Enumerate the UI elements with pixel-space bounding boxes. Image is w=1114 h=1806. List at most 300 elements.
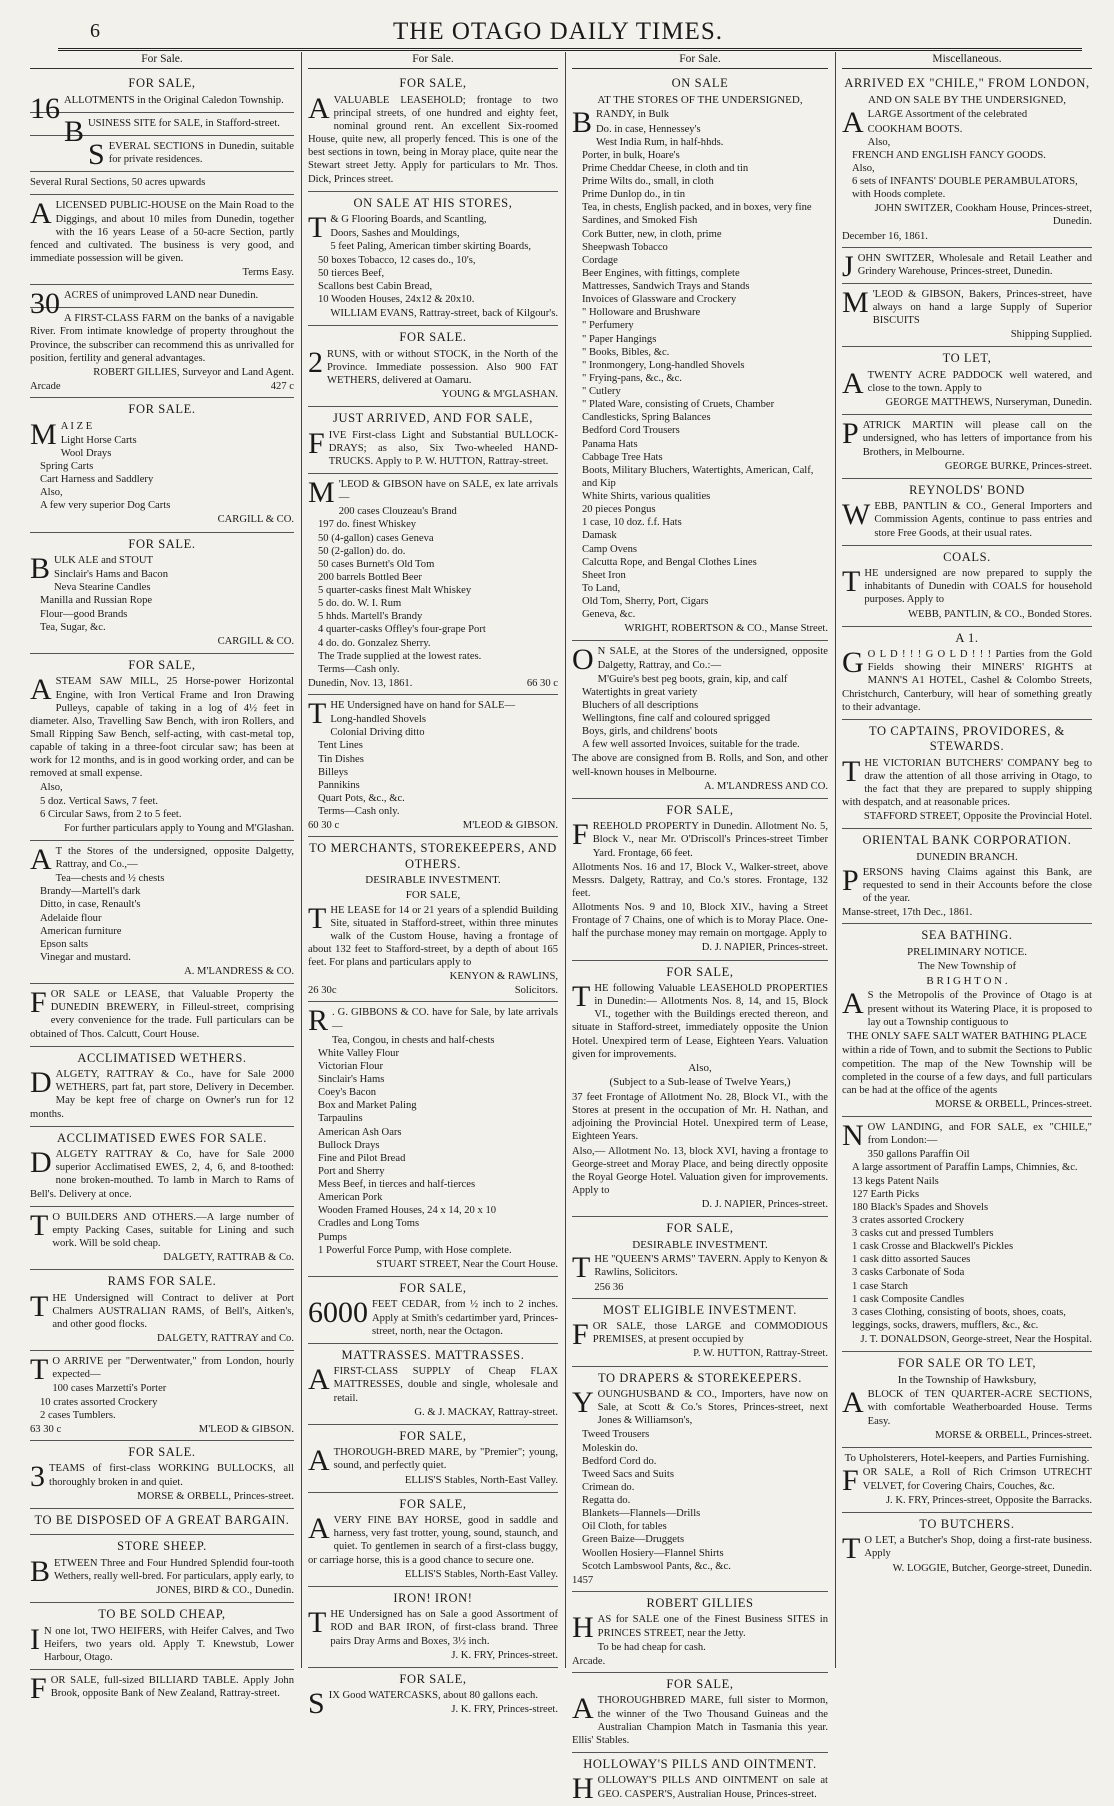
ad-text: RANDY, in Bulk	[596, 109, 670, 121]
list-item: 1 case, 10 doz. f.f. Hats	[582, 517, 682, 529]
list-item: Tweed Trousers	[582, 1429, 650, 1441]
list-item: Tea, Sugar, &c.	[40, 621, 106, 633]
advertisement	[572, 961, 828, 1218]
advertisement	[30, 984, 294, 1047]
advertisement	[30, 1207, 294, 1271]
drop-cap: A	[842, 1386, 864, 1420]
ad-text: OR SALE, full-sized BILLIARD TABLE. Apply John Brook, opposite Bank of New Zealand, Rattray-street.	[50, 1675, 294, 1700]
ad-text: ALGETY RATTRAY & Co, have for Sale 2000 superior Acclimatised EWES, 2, 4, 6, and 8-toothed: none broken-mouthed. To lamb in March to Rams of Bell's. Delivery at once.	[30, 1149, 294, 1200]
ad-text: VALUABLE LEASEHOLD; frontage to two principal streets, of one hundred and eighty feet, nominal ground rent. An excellent Six-roomed House, quite new, all properly fenced. This is one of the best sections in town, being in Moray place, quite near the Stewart street Jetty. Apply for particulars to Mr. Thos. Dick, Princes street.	[308, 94, 558, 185]
advertisement	[572, 799, 828, 961]
ad-text: OR SALE or LEASE, that Valuable Property the DUNEDIN BREWERY, in Filleul-street, comprising every convenience for the trade. Full particulars can be obtained of Thos. Calcutt, Court House.	[30, 989, 294, 1040]
ad-body	[572, 1388, 828, 1427]
drop-cap: A	[308, 1512, 330, 1546]
ad-signature: MORSE & ORBELL, Princes-street.	[935, 1429, 1092, 1441]
item-list	[842, 1148, 1092, 1332]
drop-cap: F	[572, 1318, 589, 1352]
drop-cap: T	[308, 697, 327, 730]
ad-title: JUST ARRIVED, AND FOR SALE,	[332, 411, 534, 426]
list-item: Also,	[40, 782, 63, 794]
drop-cap: A	[308, 1444, 330, 1478]
drop-cap: Y	[572, 1386, 594, 1419]
ad-body	[572, 1251, 828, 1285]
list-item: Watertights in great variety	[582, 686, 698, 698]
ad-text: LARGE Assortment of the celebrated	[867, 109, 1028, 121]
list-item: Oil Cloth, for tables	[582, 1521, 667, 1533]
column-3	[566, 52, 834, 1806]
ad-signature: STAFFORD STREET, Opposite the Provincial Hotel.	[863, 811, 1092, 823]
ad-text: & G Flooring Boards, and Scantling,	[330, 214, 487, 226]
drop-cap: A	[842, 106, 864, 140]
ad-title: FOR SALE,	[666, 1221, 734, 1236]
drop-cap: T	[842, 565, 861, 599]
advertisement	[30, 398, 294, 533]
list-item: M'Guire's best peg boots, grain, kip, and calf	[597, 673, 788, 685]
advertisement	[308, 192, 558, 327]
advertisement	[572, 1299, 828, 1367]
ad-footer	[30, 380, 294, 393]
ad-title: ORIENTAL BANK CORPORATION.	[862, 833, 1072, 848]
ad-footer-left: Dunedin, Nov. 13, 1861.	[308, 677, 413, 689]
drop-cap: D	[30, 1066, 52, 1100]
ad-title: SEA BATHING.	[921, 928, 1013, 942]
ad-signature: CARGILL & CO.	[217, 514, 294, 526]
drop-cap: H	[572, 1611, 594, 1645]
ad-text: ULK ALE and STOUT	[54, 555, 153, 566]
advertisement	[842, 829, 1092, 924]
list-item: Brandy—Martell's dark	[40, 886, 141, 898]
list-item: Beer Engines, with fittings, complete	[582, 267, 740, 279]
ad-subheading: In the Township of Hawksbury,	[897, 1373, 1037, 1386]
ad-body	[308, 91, 558, 186]
ad-body	[30, 1622, 294, 1664]
ad-signature: D. J. NAPIER, Princes-street.	[701, 942, 828, 954]
ad-body	[842, 249, 1092, 283]
list-item: 3 casks cut and pressed Tumblers	[852, 1228, 994, 1239]
ad-text: ETWEEN Three and Four Hundred Splendid four-tooth Wethers, really well-bred. For particulars, apply early, to	[54, 1557, 294, 1582]
ad-text: 'LEOD & GIBSON, Bakers, Princes-street, have always on hand a large Supply of Superior BISCUITS	[872, 288, 1092, 327]
ad-title: TO MERCHANTS, STOREKEEPERS, AND OTHERS.	[309, 841, 557, 871]
list-item: 50 cases Burnett's Old Tom	[318, 558, 435, 570]
list-item: Also,	[40, 487, 63, 499]
drop-cap: A	[572, 1692, 594, 1726]
list-item: Tin Dishes	[318, 753, 364, 765]
ad-text: T the Stores of the undersigned, opposite Dalgetty, Rattray, and Co.,—	[55, 845, 294, 870]
list-item: " Perfumery	[582, 320, 634, 332]
advertisement	[308, 1425, 558, 1493]
ad-subheading: AT THE STORES OF THE UNDERSIGNED,	[597, 93, 803, 106]
ad-signature: D. J. NAPIER, Princes-street.	[701, 1199, 828, 1210]
ad-text: EVERAL SECTIONS in Dunedin, suitable for private residences.	[108, 141, 294, 166]
drop-cap: T	[308, 1606, 327, 1640]
list-item: American Ash Oars	[318, 1126, 402, 1138]
ad-text: O L D ! ! ! G O L D ! ! ! Parties from the Gold Fields showing their MINERS' RIGHTS at MANN'S A1 HOTEL, Cashel & Colombo Streets, Christchurch, Canterbury, will hear of something greatly to their advantage.	[842, 649, 1092, 713]
list-item: A few well assorted Invoices, suitable for the trade.	[582, 739, 800, 751]
ad-signature: J. K. FRY, Princes-street.	[451, 1704, 558, 1716]
masthead-rule	[58, 48, 1082, 51]
ad-body	[30, 988, 294, 1041]
drop-cap: 6000	[308, 1296, 368, 1330]
column-2	[302, 52, 564, 1721]
ad-text: OW LANDING, and FOR SALE, ex "CHILE," from London:—	[867, 1122, 1092, 1147]
ad-signature: JOHN SWITZER, Cookham House, Princes-street, Dunedin.	[874, 203, 1092, 228]
ad-title: A 1.	[955, 630, 979, 645]
ad-title: FOR SALE,	[666, 964, 734, 979]
drop-cap: A	[308, 91, 330, 125]
ad-title: FOR SALE,	[399, 1671, 467, 1686]
ad-text: ALLOTMENTS in the Original Caledon Township.	[64, 94, 284, 106]
list-item: Spring Carts	[40, 460, 94, 472]
ad-signature: DALGETY, RATTRAY and Co.	[156, 1333, 294, 1344]
list-item: 13 kegs Patent Nails	[852, 1175, 939, 1187]
ad-signature: ELLIS'S Stables, North-East Valley.	[404, 1474, 558, 1486]
ad-body	[842, 419, 1092, 458]
ad-text: To be had cheap for cash.	[597, 1641, 706, 1653]
item-list	[308, 505, 558, 676]
ad-body	[842, 1119, 1092, 1152]
column-4	[836, 52, 1098, 1668]
list-item: 5 feet Paling, American timber skirting Boards,	[330, 241, 531, 253]
item-list	[842, 123, 1092, 202]
list-item: Epson salts	[40, 938, 88, 950]
ad-body	[30, 1068, 294, 1121]
ad-body	[842, 1388, 1092, 1427]
ad-body	[30, 842, 294, 876]
drop-cap: 30	[30, 287, 60, 321]
list-item: 5 do. do. W. I. Rum	[318, 598, 402, 610]
list-item: Sinclair's Hams	[318, 1074, 385, 1085]
ad-subheading: PRELIMINARY NOTICE.	[907, 945, 1027, 958]
drop-cap: T	[572, 1251, 591, 1285]
list-item: American furniture	[40, 925, 122, 937]
drop-cap: T	[308, 211, 327, 245]
ad-title: TO DRAPERS & STOREKEEPERS.	[597, 1370, 803, 1385]
list-item: Panama Hats	[582, 438, 638, 450]
item-list	[572, 1428, 828, 1572]
list-item: 3 crates assorted Crockery	[852, 1214, 965, 1226]
ad-text: HE "QUEEN'S ARMS" TAVERN. Apply to Kenyon & Rawlins, Solicitors.	[594, 1254, 828, 1279]
drop-cap: P	[842, 417, 859, 451]
list-item: 5 quarter-casks finest Malt Whiskey	[318, 585, 472, 596]
ad-text: HE VICTORIAN BUTCHERS' COMPANY beg to draw the attention of all those arriving in Otago, to the fact that they are prepared to supply shipping with despatch, and at reasonable prices.	[842, 757, 1092, 809]
drop-cap: O	[572, 643, 594, 677]
list-item: 50 (4-gallon) cases Geneva	[318, 532, 434, 544]
list-item: Quart Pots, &c., &c.	[318, 792, 405, 804]
list-item: Do. in case, Hennessey's	[596, 123, 701, 135]
list-item: " Books, Bibles, &c.	[582, 346, 670, 358]
ad-signature: W. LOGGIE, Butcher, George-street, Dunedin.	[892, 1562, 1092, 1574]
advertisement	[308, 1493, 558, 1587]
list-item: " Cutlery	[582, 386, 621, 397]
drop-cap: H	[572, 1772, 594, 1806]
ad-text: LICENSED PUBLIC-HOUSE on the Main Road to the Diggings, and about 10 miles from Dunedin, together with the 16 years Lease of a 50-acre Section, partly fenced and cultivated. The business is very good, and immediate possession will be given.	[30, 200, 294, 264]
ad-subheading: (Subject to a Sub-lease of Twelve Years,)	[609, 1076, 791, 1089]
advertisement	[30, 172, 294, 195]
ad-text: ACRES of unimproved LAND near Dunedin.	[64, 290, 259, 302]
list-item: Green Baize—Druggets	[582, 1534, 685, 1546]
drop-cap: N	[842, 1119, 864, 1152]
ad-body	[30, 1289, 294, 1331]
drop-cap: S	[308, 1687, 325, 1721]
ad-body	[30, 1353, 294, 1387]
ad-body	[308, 1004, 558, 1038]
advertisement	[30, 1670, 294, 1705]
ad-body	[572, 982, 828, 1061]
list-item: Blankets—Flannels—Drills	[582, 1508, 701, 1520]
ad-title: TO CAPTAINS, PROVIDORES, & STEWARDS.	[869, 723, 1065, 754]
ad-text: REEHOLD PROPERTY in Dunedin. Allotment No. 5, Block V., near Mr. O'Driscoll's Princes-street Timber Yard. Frontage, 66 feet.	[592, 821, 828, 859]
advertisement	[308, 1668, 558, 1722]
list-item: Bluchers of all descriptions	[582, 699, 699, 711]
ad-signature: Shipping Supplied.	[1010, 329, 1092, 341]
drop-cap: P	[842, 863, 859, 897]
ad-signature: Terms Easy.	[242, 267, 294, 278]
list-item: Woollen Hosiery—Flannel Shirts	[582, 1547, 724, 1559]
advertisement	[308, 326, 558, 407]
advertisement	[572, 641, 828, 798]
ad-signature: A. M'LANDRESS & CO.	[184, 966, 294, 977]
list-item: Tweed Sacs and Suits	[582, 1468, 674, 1480]
advertisement	[308, 407, 558, 474]
ad-signature: G. & J. MACKAY, Rattray-street.	[414, 1406, 558, 1418]
advertisement	[30, 1270, 294, 1351]
column-heading: For Sale.	[308, 52, 558, 69]
drop-cap: F	[842, 1464, 859, 1498]
list-item: Wooden Framed Houses, 24 x 14, 20 x 10	[318, 1205, 497, 1217]
ad-footer	[842, 906, 1092, 919]
ad-body	[308, 426, 558, 468]
advertisement	[30, 654, 294, 841]
list-item: Victorian Flour	[318, 1060, 383, 1072]
ad-signature: ROBERT GILLIES, Surveyor and Land Agent.	[93, 366, 294, 378]
list-item: Invoices of Glassware and Crockery	[582, 294, 737, 306]
list-item: 3 casks Carbonate of Soda	[852, 1267, 965, 1279]
list-item: Tarpaulins	[318, 1113, 363, 1125]
drop-cap: F	[30, 986, 47, 1020]
item-list	[30, 781, 294, 820]
ad-text: The above are consigned from B. Rolls, and Son, and other well-known houses in Melbourne.	[572, 753, 828, 778]
ad-body	[842, 285, 1092, 327]
list-item: Ditto, in case, Renault's	[40, 899, 141, 911]
ad-title: ACCLIMATISED WETHERS.	[77, 1050, 247, 1065]
drop-cap: F	[30, 1672, 47, 1705]
ad-footer-right: M'LEOD & GIBSON.	[198, 1423, 294, 1435]
ad-signature: DALGETY, RATTRAB & Co.	[163, 1252, 294, 1263]
list-item: COOKHAM BOOTS.	[867, 123, 963, 135]
ad-footer-left: December 16, 1861.	[842, 230, 928, 242]
ad-body	[572, 1772, 828, 1806]
list-item: Fine and Pilot Bread	[318, 1152, 406, 1164]
ad-text: AS for SALE one of the Finest Business SITES in PRINCES STREET, near the Jetty.	[597, 1614, 828, 1639]
drop-cap: 3	[30, 1460, 45, 1494]
advertisement	[572, 1217, 828, 1299]
drop-cap: I	[30, 1622, 40, 1656]
ad-title: ACCLIMATISED EWES FOR SALE.	[57, 1130, 267, 1145]
item-list	[30, 1382, 294, 1421]
ad-title: FOR SALE OR TO LET,	[897, 1356, 1037, 1371]
ad-signature: J. T. DONALDSON, George-street, Near the Hospital.	[860, 1334, 1092, 1345]
ad-text: TEAMS of first-class WORKING BULLOCKS, all thoroughly broken in and quiet.	[49, 1463, 294, 1488]
list-item: Adelaide flour	[40, 912, 102, 924]
list-item: FRENCH AND ENGLISH FANCY GOODS.	[852, 149, 1046, 161]
list-item: " Holloware and Brushware	[582, 307, 701, 319]
advertisement	[30, 1127, 294, 1207]
ad-body	[30, 199, 294, 265]
advertisement	[572, 1367, 828, 1592]
ad-body	[842, 500, 1092, 539]
ad-text: RUNS, with or without STOCK, in the North of the Province. Immediate possession. Also 900 FAT WETHERS, delivered at Oamaru.	[327, 348, 558, 386]
list-item: 1 cask ditto assorted Sauces	[852, 1254, 971, 1266]
item-list	[572, 123, 828, 622]
ad-text: O LET, a Butcher's Shop, doing a first-rate business. Apply	[864, 1535, 1092, 1560]
ad-text: OHN SWITZER, Wholesale and Retail Leather and Grindery Warehouse, Princes-street, Dunedin.	[857, 252, 1092, 277]
ad-text: EBB, PANTLIN & CO., General Importers and Commission Agents, continue to pass entries and store Free Goods, at their usual rates.	[874, 501, 1092, 539]
ad-title: ROBERT GILLIES	[646, 1595, 754, 1610]
advertisement	[842, 627, 1092, 720]
ad-title: FOR SALE.	[128, 536, 196, 551]
advertisement	[308, 837, 558, 1002]
list-item: 1 cask Composite Candles	[852, 1293, 965, 1305]
list-item: Flour—good Brands	[40, 608, 128, 620]
list-item: 4 do. do. Gonzalez Sherry.	[318, 637, 431, 649]
list-item: Cradles and Long Toms	[318, 1218, 420, 1230]
ad-title: FOR SALE,	[128, 76, 196, 91]
ad-text: HE Undersigned have on hand for SALE—	[330, 700, 516, 711]
item-list	[572, 673, 828, 752]
drop-cap: A	[842, 366, 864, 400]
advertisement	[30, 113, 294, 148]
list-item: Pumps	[318, 1231, 347, 1243]
advertisement	[308, 1002, 558, 1277]
ad-subheading: To Upholsterers, Hotel-keepers, and Parties Furnishing.	[844, 1451, 1090, 1464]
ad-title: FOR SALE.	[399, 330, 467, 345]
ad-footer-left: Arcade.	[572, 1655, 606, 1667]
list-item: 180 Black's Spades and Shovels	[852, 1201, 989, 1213]
ad-footer-right: Solicitors.	[514, 985, 558, 997]
list-item: Damask	[582, 530, 617, 542]
ad-subheading: DESIRABLE INVESTMENT.	[365, 874, 501, 887]
ad-text: THOROUGHBRED MARE, full sister to Mormon, the winner of the Two Thousand Guineas and the Australian Champion Match in Tasmania this year. Ellis' Stables.	[572, 1695, 828, 1746]
list-item: 100 cases Marzetti's Porter	[52, 1383, 167, 1395]
ad-signature: CARGILL & CO.	[217, 635, 294, 647]
ad-text: N SALE, at the Stores of the undersigned, opposite Dalgetty, Rattray, and Co.:—	[597, 646, 828, 671]
ad-signature: WEBB, PANTLIN, & CO., Bonded Stores.	[908, 608, 1092, 620]
ad-title: ON SALE	[671, 76, 729, 91]
advertisement	[572, 1753, 828, 1806]
list-item: Boys, girls, and childrens' boots	[582, 726, 718, 738]
ad-title: FOR SALE,	[666, 802, 734, 817]
column-heading: For Sale.	[30, 52, 294, 69]
ad-footer	[594, 1281, 828, 1294]
list-item: Cork Butter, new, in cloth, prime	[582, 228, 722, 240]
ad-title: FOR SALE,	[128, 657, 196, 672]
list-item: 3 cases Clothing, consisting of boots, shoes, coats, leggings, socks, drawers, mufflers, &c., &c.	[852, 1306, 1066, 1331]
newspaper-title: THE OTAGO DAILY TIMES.	[393, 18, 723, 45]
list-item: 6 Circular Saws, from 2 to 5 feet.	[40, 808, 182, 820]
masthead	[28, 8, 1088, 48]
ad-text: USINESS SITE for SALE, in Stafford-street.	[88, 117, 280, 129]
advertisement	[842, 1352, 1092, 1448]
list-item: The Trade supplied at the lowest rates.	[318, 650, 482, 662]
ad-text: STEAM SAW MILL, 25 Horse-power Horizontal Engine, with Iron Vertical Frame and Iron Drawing Pulleys, capable of taking in a log of 4½ feet in diameter. Also, Travelling Saw Bench, with iron Rollers, and Small Ripping Saw Bench, self-acting, with cast-metal top, capable of taking in a three-foot circular saw; has been at work for 12 months, and is in good working order, and can be removed at small expense.	[30, 676, 294, 780]
ad-title: COALS.	[943, 549, 991, 564]
ad-body	[308, 345, 558, 387]
ad-title: FOR SALE.	[128, 1444, 196, 1459]
advertisement	[308, 1587, 558, 1668]
ad-title: ON SALE AT HIS STORES,	[353, 195, 513, 210]
ad-text: Allotments Nos. 16 and 17, Block V., Walker-street, above Messrs. Dalgety, Rattray, and Co.'s stores. Frontage, 132 feet.	[572, 861, 828, 899]
item-list	[30, 434, 294, 513]
ad-text: HE LEASE for 14 or 21 years of a splendid Building Site, situated in Stafford-street, within three minutes walk of the Custom House, having a frontage of about 132 feet to Stafford-street, by a depth of about 165 feet. For plans and particulars apply to	[308, 904, 558, 968]
ad-title: MOST ELIGIBLE INVESTMENT.	[602, 1302, 798, 1317]
ad-title: FOR SALE,	[399, 76, 467, 91]
ad-text: Several Rural Sections, 50 acres upwards	[30, 177, 206, 189]
ad-subheading: DUNEDIN BRANCH.	[916, 850, 1018, 863]
drop-cap: J	[842, 249, 854, 283]
list-item: American Pork	[318, 1192, 383, 1204]
list-item: Terms—Cash only.	[318, 663, 400, 675]
list-item: Billeys	[318, 766, 349, 778]
ad-footer	[842, 230, 1092, 243]
ad-footer-right: 66 30 c	[526, 677, 558, 689]
drop-cap: F	[572, 818, 589, 852]
ad-body	[30, 1554, 294, 1588]
ad-body	[842, 1464, 1092, 1498]
ad-subheading: DESIRABLE INVESTMENT.	[632, 1238, 768, 1251]
list-item: 200 cases Clouzeau's Brand	[338, 506, 457, 518]
ad-footer-left: 26 30c	[308, 985, 337, 997]
ad-footer-left: 60 30 c	[308, 820, 340, 832]
advertisement	[842, 284, 1092, 348]
list-item: 5 doz. Vertical Saws, 7 feet.	[40, 795, 159, 807]
advertisement	[842, 415, 1092, 479]
advertisement	[30, 285, 294, 321]
ad-body	[572, 820, 828, 859]
drop-cap: M	[30, 417, 57, 451]
list-item: Cabbage Tree Hats	[582, 451, 663, 463]
ad-footer	[572, 1655, 828, 1668]
ad-text: HE following Valuable LEASEHOLD PROPERTIES in Dunedin:— Allotments Nos. 8, 14, and 15, Block VI., together with the Buildings erected thereon, and situate in Stafford-street, immediately opposite the Union Hotel. Unexpired term of Lease, Eighteen Years. Valuation given for improvements.	[572, 983, 828, 1060]
ad-body	[308, 1444, 558, 1478]
ad-signature: ELLIS'S Stables, North-East Valley.	[404, 1568, 558, 1580]
drop-cap: F	[308, 426, 325, 460]
list-item: Mattresses, Sandwich Trays and Stands	[582, 281, 750, 292]
ad-text: S the Metropolis of the Province of Otago is at present without its Watering Place, it is proposed to lay out a Township contiguous to	[867, 990, 1092, 1028]
ad-footer-right: 427 c	[270, 380, 294, 392]
ad-body	[30, 114, 294, 148]
list-item: Crimean do.	[582, 1481, 635, 1493]
list-item: To Land,	[582, 582, 621, 594]
ad-subheading: Also,	[688, 1061, 712, 1074]
ad-footer-left: 256 36	[594, 1281, 624, 1293]
ad-title: HOLLOWAY'S PILLS AND OINTMENT.	[583, 1756, 817, 1771]
list-item: Tea—chests and ½ chests	[55, 873, 165, 885]
ad-footer	[30, 1423, 294, 1436]
ad-text: HE Undersigned has on Sale a good Assortment of ROD and BAR IRON, of first-class brand. Three pairs Dray Arms and Boxes, 3½ inch.	[330, 1609, 558, 1647]
list-item: 50 boxes Tobacco, 12 cases do., 10's,	[318, 254, 476, 266]
ad-body	[308, 1365, 558, 1404]
ad-text: FEET CEDAR, from ½ inch to 2 inches. Apply at Smith's cedartimber yard, Princes-street, north, near the Octagon.	[372, 1299, 558, 1337]
drop-cap: T	[572, 980, 591, 1013]
ad-subheading: The New Township of	[917, 960, 1017, 973]
item-list	[308, 1034, 558, 1257]
list-item: Sheet Iron	[582, 569, 626, 581]
ad-footer	[308, 819, 558, 832]
ad-title: MATTRASSES. MATTRASSES.	[341, 1347, 525, 1362]
ad-text: FIRST-CLASS SUPPLY of Cheap FLAX MATTRESSES, double and single, wholesale and retail.	[333, 1366, 558, 1404]
ad-title: TO BUTCHERS.	[919, 1516, 1015, 1531]
item-list	[308, 713, 558, 818]
